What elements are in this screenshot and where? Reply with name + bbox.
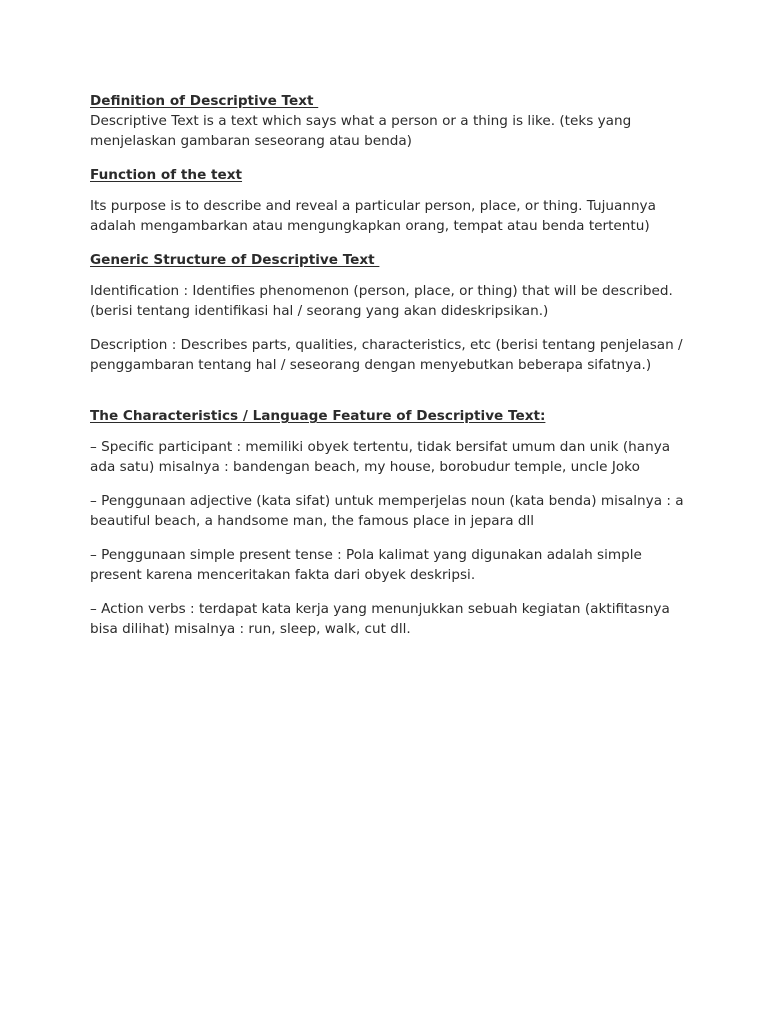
- characteristic-item-simple-present: – Penggunaan simple present tense : Pola kalimat yang digunakan adalah simple present karena menceritakan fakta dari obyek deskripsi.: [90, 547, 642, 583]
- characteristic-item-adjective: – Penggunaan adjective (kata sifat) untuk memperjelas noun (kata benda) misalnya : a beautiful beach, a handsome man, the famous place in jepara dll: [90, 493, 684, 529]
- characteristic-item-action-verbs: – Action verbs : terdapat kata kerja yang menunjukkan sebuah kegiatan (aktifitasnya bisa dilihat) misalnya : run, sleep, walk, cut dll.: [90, 601, 670, 637]
- definition-paragraph: Descriptive Text is a text which says what a person or a thing is like. (teks yang menjelaskan gambaran seseorang atau benda): [90, 113, 632, 149]
- identification-paragraph: Identification : Identifies phenomenon (person, place, or thing) that will be described. (berisi tentang identifikasi hal / seorang yang akan dideskripsikan.): [90, 283, 673, 319]
- function-paragraph: Its purpose is to describe and reveal a particular person, place, or thing. Tujuannya adalah mengambarkan atau mengungkapkan orang, tempat atau benda tertentu): [90, 198, 656, 234]
- characteristics-heading: The Characteristics / Language Feature of Descriptive Text:: [90, 408, 546, 424]
- generic-structure-heading: Generic Structure of Descriptive Text: [90, 252, 380, 268]
- description-paragraph: Description : Describes parts, qualities, characteristics, etc (berisi tentang penjelasan / penggambaran tentang hal / seseorang dengan menyebutkan beberapa sifatnya.): [90, 337, 683, 373]
- characteristic-item-specific-participant: – Specific participant : memiliki obyek tertentu, tidak bersifat umum dan unik (hanya ada satu) misalnya : bandengan beach, my house, borobudur temple, uncle Joko: [90, 439, 671, 475]
- definition-heading: Definition of Descriptive Text: [90, 93, 319, 109]
- document-page: [90, 91, 690, 639]
- function-heading: Function of the text: [90, 167, 243, 183]
